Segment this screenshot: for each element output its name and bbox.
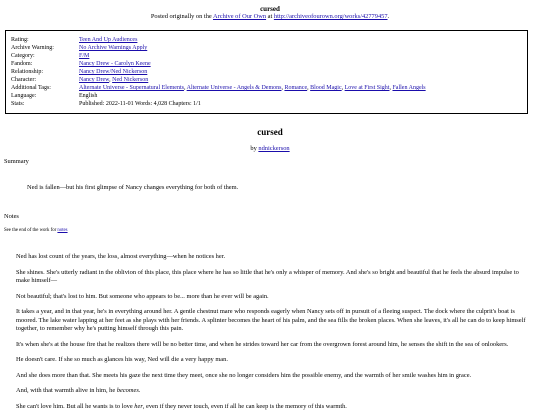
emphasis-text: her bbox=[134, 402, 143, 410]
metadata-row bbox=[11, 52, 426, 60]
metadata-text: English bbox=[79, 93, 98, 99]
tag-link[interactable]: F/M bbox=[79, 53, 90, 59]
notes-heading: Notes bbox=[4, 213, 19, 220]
summary-heading: Summary bbox=[4, 158, 29, 165]
paragraph-text: It takes a year, and in that year, he's in everything around her. A gentle chestnut mare who responds eagerly when Nancy sets off in pursuit of a fleeing suspect. The dock where the culprit's boat is moored. The lake water lapping at her feet as she plays with her friends. A splinter becomes the heart of his palm, and the sea fills the broken places. When she leaves, it's all he can do to keep himself together, to remember why he's putting himself through this pain. bbox=[16, 308, 526, 332]
tag-link[interactable]: Ned Nickerson bbox=[112, 77, 149, 83]
paragraph-text: And she does more than that. She meets his gaze the next time they meet, once she no longer considers him the possible enemy, and the warmth of her smile washes him in grace. bbox=[16, 371, 472, 379]
metadata-value bbox=[79, 52, 89, 60]
paragraph-text: She can't love him. But all he wants is to love bbox=[16, 402, 135, 410]
metadata-row bbox=[11, 92, 426, 100]
paragraph-text: Ned has lost count of the years, the loss, almost everything—when he notices her. bbox=[16, 253, 226, 260]
posted-middle: at bbox=[266, 13, 274, 20]
story-paragraph bbox=[16, 293, 526, 302]
tag-link[interactable]: Love at First Sight bbox=[344, 85, 390, 91]
metadata-label: Character: bbox=[11, 77, 36, 83]
paragraph-text: And, with that warmth alive in him, he bbox=[16, 387, 117, 394]
story-paragraph bbox=[16, 387, 526, 396]
metadata-value bbox=[79, 92, 97, 100]
summary-text: Ned is fallen—but his first glimpse of Nancy changes everything for both of them. bbox=[27, 184, 239, 191]
tag-link[interactable]: Alternate Universe - Supernatural Elements bbox=[79, 85, 184, 91]
notes-link[interactable]: notes bbox=[57, 228, 68, 233]
emphasis-text: becomes. bbox=[116, 387, 141, 394]
story-paragraph bbox=[16, 341, 526, 350]
metadata-value bbox=[79, 68, 147, 76]
tag-link[interactable]: Nancy Drew bbox=[79, 77, 110, 83]
paragraph-text-after: , even if they never touch, even if all he can keep is the memory of this warmth. bbox=[142, 402, 347, 410]
metadata-row bbox=[11, 44, 426, 52]
tag-link[interactable]: Nancy Drew/Ned Nickerson bbox=[79, 69, 148, 75]
metadata-row bbox=[11, 76, 426, 84]
metadata-label: Category: bbox=[11, 53, 35, 59]
metadata-label: Language: bbox=[11, 93, 37, 99]
posted-line bbox=[0, 13, 540, 21]
metadata-value: Alternate Universe - Supernatural Elements, Alternate Universe - Angels & Demons, Romance, Blood Magic, Love at First Sight, Fallen Angels bbox=[79, 85, 426, 91]
metadata-label: Additional Tags: bbox=[11, 85, 51, 91]
site-link[interactable]: Archive of Our Own bbox=[212, 13, 267, 20]
tag-link[interactable]: Nancy Drew - Carolyn Keene bbox=[79, 61, 151, 67]
metadata-row bbox=[11, 68, 426, 76]
story-paragraph bbox=[16, 372, 526, 381]
metadata-text: Published: 2022-11-01 Words: 4,028 Chapters: 1/1 bbox=[79, 101, 201, 107]
tag-link[interactable]: No Archive Warnings Apply bbox=[79, 45, 148, 51]
tag-link[interactable]: Alternate Universe - Angels & Demons bbox=[186, 85, 282, 91]
byline bbox=[0, 145, 540, 153]
work-title: cursed bbox=[257, 127, 283, 137]
metadata-label: Stats: bbox=[11, 101, 25, 107]
notes-prefix: See the end of the work for bbox=[4, 228, 58, 233]
story-paragraph bbox=[16, 308, 526, 334]
tag-link[interactable]: Fallen Angels bbox=[392, 85, 426, 91]
paragraph-text: Not beautiful; that's lost to him. But someone who appears to be... more than he ever will be again. bbox=[16, 292, 269, 300]
work-url-link[interactable]: http://archiveofourown.org/works/42779457 bbox=[273, 13, 388, 20]
posted-prefix: Posted originally on the bbox=[150, 13, 213, 20]
tag-link[interactable]: Romance bbox=[284, 85, 308, 91]
byline-prefix: by bbox=[250, 145, 259, 152]
metadata-value bbox=[79, 44, 147, 52]
metadata-row bbox=[11, 84, 426, 92]
tag-link[interactable]: Teen And Up Audiences bbox=[79, 37, 138, 43]
metadata-label: Fandom: bbox=[11, 61, 33, 67]
story-paragraph bbox=[16, 269, 526, 286]
document-title: cursed bbox=[260, 5, 280, 13]
metadata-label: Archive Warning: bbox=[11, 45, 54, 51]
paragraph-text: It's when she's at the house fire that he realizes there will be no better time, and when he strides toward her car from the overgrown forest around him, he senses the shift in the sea of onlookers. bbox=[16, 340, 509, 348]
story-paragraph bbox=[16, 253, 526, 262]
metadata-table bbox=[11, 36, 426, 108]
metadata-value: Nancy Drew, Ned Nickerson bbox=[79, 77, 149, 83]
notes-text bbox=[4, 228, 68, 233]
paragraph-text: He doesn't care. If she so much as glances his way, Ned will die a very happy man. bbox=[16, 356, 228, 363]
story-text bbox=[16, 253, 526, 418]
tag-link[interactable]: Blood Magic bbox=[310, 85, 342, 91]
story-paragraph bbox=[16, 403, 526, 412]
metadata-row bbox=[11, 60, 426, 68]
metadata-row bbox=[11, 36, 426, 44]
story-paragraph bbox=[16, 356, 526, 365]
metadata-box bbox=[5, 30, 528, 114]
paragraph-text: She shines. She's utterly radiant in the oblivion of this place, this place where he has so little that he's only a whisper of memory. And she's so bright and beautiful that he feels the absurd impulse to make himself— bbox=[16, 268, 519, 284]
metadata-label: Rating: bbox=[11, 37, 29, 43]
posted-suffix: . bbox=[387, 13, 390, 20]
metadata-value bbox=[79, 36, 137, 44]
author-link[interactable]: ndnickerson bbox=[258, 145, 290, 152]
metadata-value bbox=[79, 60, 151, 68]
metadata-row bbox=[11, 100, 426, 108]
metadata-value bbox=[79, 100, 201, 108]
metadata-label: Relationship: bbox=[11, 69, 43, 75]
